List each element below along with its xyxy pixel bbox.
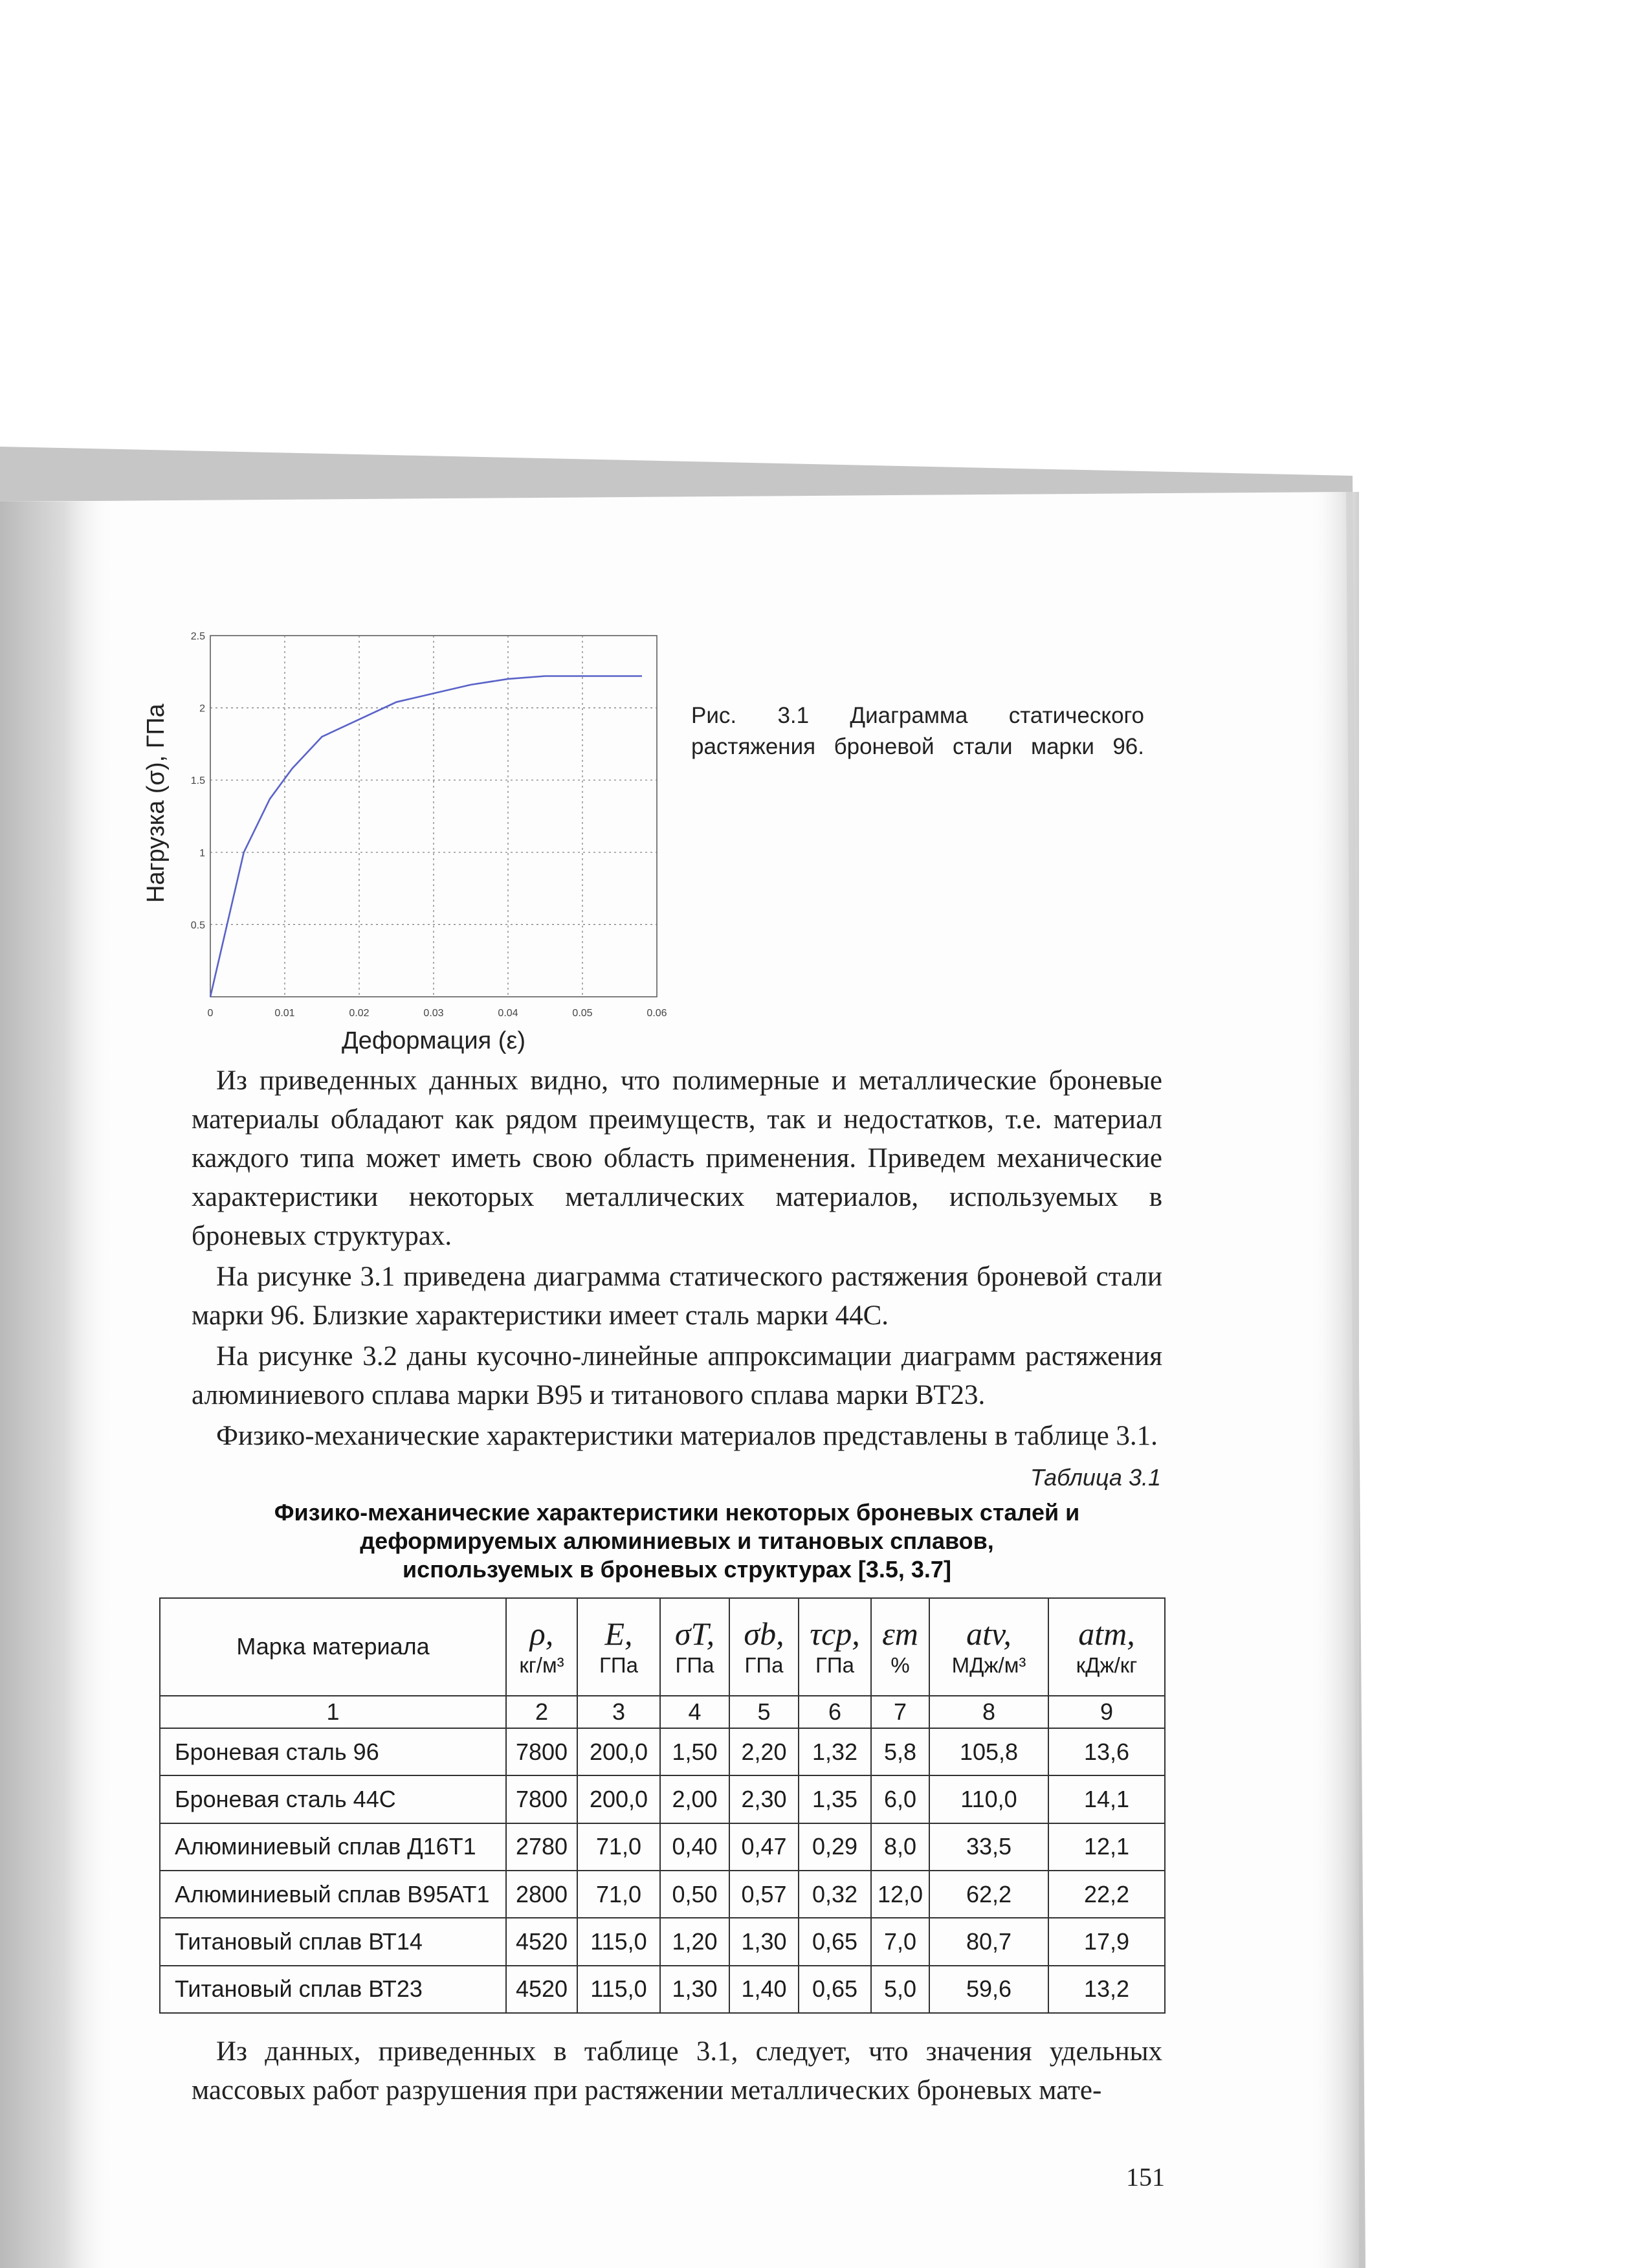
table-cell: 33,5 — [929, 1823, 1048, 1871]
table-cell: 1,32 — [799, 1728, 871, 1775]
edge-shadow — [1307, 492, 1359, 2268]
properties-table — [159, 1597, 1166, 2014]
paragraph-1: Из приведенных данных видно, что полимерные и металлические броневые материалы обладают как рядом преимуществ, так и недостатков, т.е. материал каждого типа может иметь свою область применения. Приведем механические характеристики некоторых металлических материалов, используемых в броневых структурах. — [192, 1065, 1162, 1251]
table-cell: 1,20 — [660, 1918, 729, 1965]
material-name: Броневая сталь 96 — [160, 1728, 506, 1775]
column-number: 8 — [929, 1696, 1048, 1728]
x-tick-label: 0.05 — [572, 1008, 593, 1019]
table-title-line: деформируемых алюминиевых и титановых сплавов, — [360, 1528, 994, 1554]
table-cell: 5,0 — [871, 1966, 929, 2013]
stress-strain-chart — [139, 621, 709, 1062]
table-cell: 0,47 — [729, 1823, 799, 1871]
y-tick-label: 2 — [199, 703, 205, 715]
table-cell: 2,30 — [729, 1775, 799, 1823]
table-cell: 71,0 — [577, 1871, 660, 1918]
x-tick-label: 0.01 — [274, 1008, 295, 1019]
header-cell — [577, 1598, 660, 1696]
material-name: Алюминиевый сплав Д16Т1 — [160, 1823, 506, 1871]
table-cell: 1,30 — [729, 1918, 799, 1965]
table-cell: 71,0 — [577, 1823, 660, 1871]
header-material: Марка материала — [160, 1598, 506, 1696]
material-name: Алюминиевый сплав В95АТ1 — [160, 1871, 506, 1918]
table-cell: 1,30 — [660, 1966, 729, 2013]
table-cell: 13,6 — [1048, 1728, 1165, 1775]
y-tick-label: 2.5 — [190, 631, 205, 642]
column-number: 7 — [871, 1696, 929, 1728]
table-row — [160, 1966, 1165, 2013]
column-number: 3 — [577, 1696, 660, 1728]
table-cell: 0,40 — [660, 1823, 729, 1871]
header-cell — [1048, 1598, 1165, 1696]
header-unit: ГПа — [744, 1653, 784, 1678]
header-unit: ГПа — [599, 1653, 638, 1678]
page-number: 151 — [1126, 2162, 1165, 2192]
figure-3-1 — [139, 621, 709, 1062]
column-number: 5 — [729, 1696, 799, 1728]
table-cell: 59,6 — [929, 1966, 1048, 2013]
table-cell: 14,1 — [1048, 1775, 1165, 1823]
table-cell: 2,00 — [660, 1775, 729, 1823]
table-cell: 0,32 — [799, 1871, 871, 1918]
header-cell — [729, 1598, 799, 1696]
table-cell: 5,8 — [871, 1728, 929, 1775]
column-number: 4 — [660, 1696, 729, 1728]
column-number: 1 — [160, 1696, 506, 1728]
table-cell: 0,29 — [799, 1823, 871, 1871]
header-unit: ГПа — [815, 1653, 854, 1678]
table-cell: 200,0 — [577, 1775, 660, 1823]
table-cell: 115,0 — [577, 1918, 660, 1965]
table-title-line: используемых в броневых структурах [3.5, 3.7] — [403, 1556, 951, 1583]
table-cell: 1,40 — [729, 1966, 799, 2013]
header-symbol: εm — [882, 1616, 918, 1652]
header-unit: ГПа — [675, 1653, 714, 1678]
header-symbol: τср, — [810, 1616, 860, 1652]
paragraph-3: На рисунке 3.2 даны кусочно-линейные аппроксимации диаграмм растяжения алюминиевого сплава марки В95 и титанового сплава марки ВТ23. — [192, 1341, 1162, 1410]
table-cell: 1,50 — [660, 1728, 729, 1775]
table-cell: 17,9 — [1048, 1918, 1165, 1965]
table-cell: 200,0 — [577, 1728, 660, 1775]
column-number: 2 — [506, 1696, 577, 1728]
table-cell: 2800 — [506, 1871, 577, 1918]
table-cell: 4520 — [506, 1966, 577, 2013]
header-symbol: E, — [604, 1616, 633, 1652]
header-cell — [871, 1598, 929, 1696]
material-name: Титановый сплав ВТ23 — [160, 1966, 506, 2013]
table-label: Таблица 3.1 — [1030, 1464, 1161, 1491]
table-cell: 2,20 — [729, 1728, 799, 1775]
x-tick-label: 0.04 — [498, 1008, 518, 1019]
table-cell: 6,0 — [871, 1775, 929, 1823]
header-symbol: σb, — [744, 1616, 784, 1652]
header-symbol: ρ, — [529, 1616, 554, 1652]
closing-text — [192, 2032, 1162, 2112]
paragraph-after-table: Из данных, приведенных в таблице 3.1, следует, что значения удельных массовых работ разрушения при растяжении металлических броневых мате- — [192, 2036, 1162, 2106]
table-number-row — [160, 1696, 1165, 1728]
table-header-row — [160, 1598, 1165, 1696]
table-cell: 0,65 — [799, 1918, 871, 1965]
table-cell: 0,65 — [799, 1966, 871, 2013]
table-cell: 0,50 — [660, 1871, 729, 1918]
table-cell: 7800 — [506, 1728, 577, 1775]
header-cell — [660, 1598, 729, 1696]
y-axis-label: Нагрузка (σ), ГПа — [142, 704, 170, 903]
table-row — [160, 1728, 1165, 1775]
body-text — [192, 1062, 1162, 1458]
x-axis-label: Деформация (ε) — [341, 1027, 526, 1054]
gutter-shadow — [0, 502, 116, 2268]
header-symbol: atv, — [966, 1616, 1011, 1652]
y-tick-label: 0.5 — [190, 920, 205, 931]
series-line — [210, 676, 642, 997]
material-name: Титановый сплав ВТ14 — [160, 1918, 506, 1965]
table-cell: 0,57 — [729, 1871, 799, 1918]
header-unit: МДж/м³ — [951, 1653, 1026, 1678]
x-tick-label: 0.03 — [423, 1008, 444, 1019]
table-cell: 7800 — [506, 1775, 577, 1823]
header-unit: % — [890, 1653, 910, 1678]
header-cell — [799, 1598, 871, 1696]
table-cell: 12,1 — [1048, 1823, 1165, 1871]
header-cell — [929, 1598, 1048, 1696]
header-unit: кДж/кг — [1076, 1653, 1138, 1678]
y-tick-label: 1.5 — [190, 775, 205, 787]
table-row — [160, 1775, 1165, 1823]
table-title-line: Физико-механические характеристики некоторых броневых сталей и — [274, 1499, 1080, 1526]
table-cell: 1,35 — [799, 1775, 871, 1823]
paragraph-2: На рисунке 3.1 приведена диаграмма статического растяжения броневой стали марки 96. Близкие характеристики имеет сталь марки 44С. — [192, 1262, 1162, 1331]
table-title — [192, 1498, 1162, 1584]
table-cell: 8,0 — [871, 1823, 929, 1871]
table-row — [160, 1823, 1165, 1871]
x-tick-label: 0 — [207, 1008, 214, 1019]
table-cell: 105,8 — [929, 1728, 1048, 1775]
table-cell: 13,2 — [1048, 1966, 1165, 2013]
column-number: 9 — [1048, 1696, 1165, 1728]
header-unit: кг/м³ — [519, 1653, 564, 1678]
table-row — [160, 1918, 1165, 1965]
material-name: Броневая сталь 44С — [160, 1775, 506, 1823]
column-number: 6 — [799, 1696, 871, 1728]
header-cell — [506, 1598, 577, 1696]
table-cell: 2780 — [506, 1823, 577, 1871]
x-tick-label: 0.02 — [349, 1008, 370, 1019]
table-cell: 62,2 — [929, 1871, 1048, 1918]
table-row — [160, 1871, 1165, 1918]
header-symbol: atm, — [1078, 1616, 1135, 1652]
table-cell: 115,0 — [577, 1966, 660, 2013]
table-cell: 7,0 — [871, 1918, 929, 1965]
table-cell: 22,2 — [1048, 1871, 1165, 1918]
table-cell: 12,0 — [871, 1871, 929, 1918]
figure-caption: Рис. 3.1 Диаграмма статического растяжения броневой стали марки 96. — [691, 703, 1144, 759]
y-tick-label: 1 — [199, 847, 205, 859]
header-symbol: σT, — [674, 1616, 715, 1652]
table-cell: 80,7 — [929, 1918, 1048, 1965]
x-tick-label: 0.06 — [647, 1008, 667, 1019]
table-cell: 110,0 — [929, 1775, 1048, 1823]
paragraph-4: Физико-механические характеристики материалов представлены в таблице 3.1. — [216, 1421, 1158, 1451]
table-cell: 4520 — [506, 1918, 577, 1965]
